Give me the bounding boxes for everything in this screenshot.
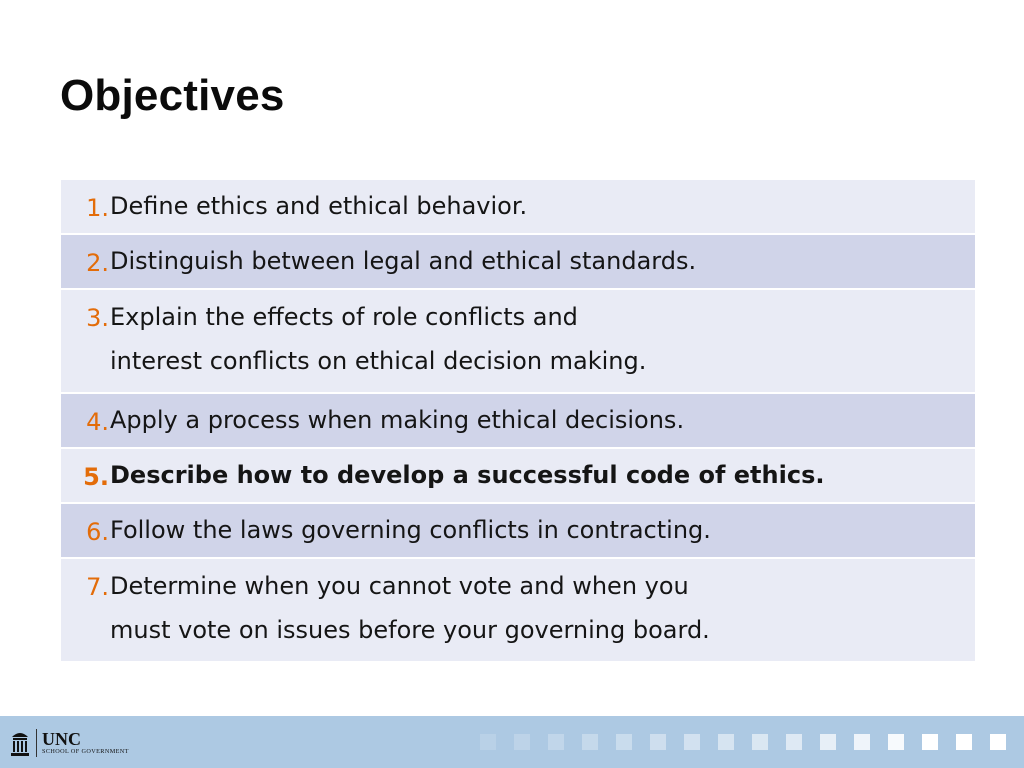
objective-text: Apply a process when making ethical decisions.: [110, 406, 685, 434]
decorative-square: [786, 734, 802, 750]
footer-bar: [0, 716, 1024, 768]
objective-number: 7.: [86, 573, 109, 601]
unc-logo: [10, 726, 129, 760]
decorative-square: [820, 734, 836, 750]
objective-number: 4.: [86, 408, 109, 436]
objective-number-cell: [61, 503, 109, 558]
decorative-square: [752, 734, 768, 750]
objective-number: 1.: [86, 194, 109, 222]
decorative-square: [990, 734, 1006, 750]
objective-text-cell: [109, 558, 975, 662]
objective-row-6: [61, 503, 975, 558]
logo-subtitle: SCHOOL OF GOVERNMENT: [42, 747, 129, 755]
objective-number: 6.: [86, 518, 109, 546]
objective-text-line-1: Determine when you cannot vote and when you: [110, 572, 689, 600]
decorative-square: [616, 734, 632, 750]
objective-text-cell: [109, 234, 975, 289]
old-well-icon: [10, 729, 30, 757]
objective-text-line-1: Explain the effects of role conflicts and: [110, 303, 578, 331]
objective-text-cell: [109, 503, 975, 558]
decorative-square: [650, 734, 666, 750]
decorative-square: [480, 734, 496, 750]
objective-number: 5.: [83, 463, 109, 491]
objective-number-cell: [61, 289, 109, 393]
decorative-square: [582, 734, 598, 750]
objective-text-cell: [109, 448, 975, 503]
objective-text: Follow the laws governing conflicts in contracting.: [110, 516, 711, 544]
logo-name: UNC: [42, 728, 81, 749]
decorative-square: [922, 734, 938, 750]
decorative-square: [854, 734, 870, 750]
objective-text-line-2: must vote on issues before your governing board.: [110, 616, 710, 644]
decorative-square: [684, 734, 700, 750]
objective-text-cell: [109, 393, 975, 448]
objective-number-cell: [61, 180, 109, 234]
objective-text: Distinguish between legal and ethical standards.: [110, 247, 697, 275]
objective-text: Describe how to develop a successful code of ethics.: [110, 461, 825, 489]
objective-text: Define ethics and ethical behavior.: [110, 192, 528, 220]
logo-divider: [36, 729, 37, 757]
decorative-square: [718, 734, 734, 750]
objectives-table: [61, 180, 975, 663]
objective-text-line-2: interest conflicts on ethical decision making.: [110, 347, 647, 375]
objective-number-cell: [61, 393, 109, 448]
objective-row-4: [61, 393, 975, 448]
slide-title: Objectives: [60, 71, 285, 120]
decorative-square: [888, 734, 904, 750]
logo-text: [42, 728, 129, 756]
objective-text-cell: [109, 289, 975, 393]
decorative-square: [956, 734, 972, 750]
decorative-square: [514, 734, 530, 750]
objective-number-cell: [61, 448, 109, 503]
objective-row-2: [61, 234, 975, 289]
objective-number: 2.: [86, 249, 109, 277]
objective-row-7: [61, 558, 975, 662]
decorative-squares: [480, 734, 1010, 752]
objective-number-cell: [61, 234, 109, 289]
objective-number: 3.: [86, 304, 109, 332]
objective-number-cell: [61, 558, 109, 662]
objective-row-1: [61, 180, 975, 234]
decorative-square: [548, 734, 564, 750]
objective-text-cell: [109, 180, 975, 234]
objective-row-5: [61, 448, 975, 503]
objective-row-3: [61, 289, 975, 393]
